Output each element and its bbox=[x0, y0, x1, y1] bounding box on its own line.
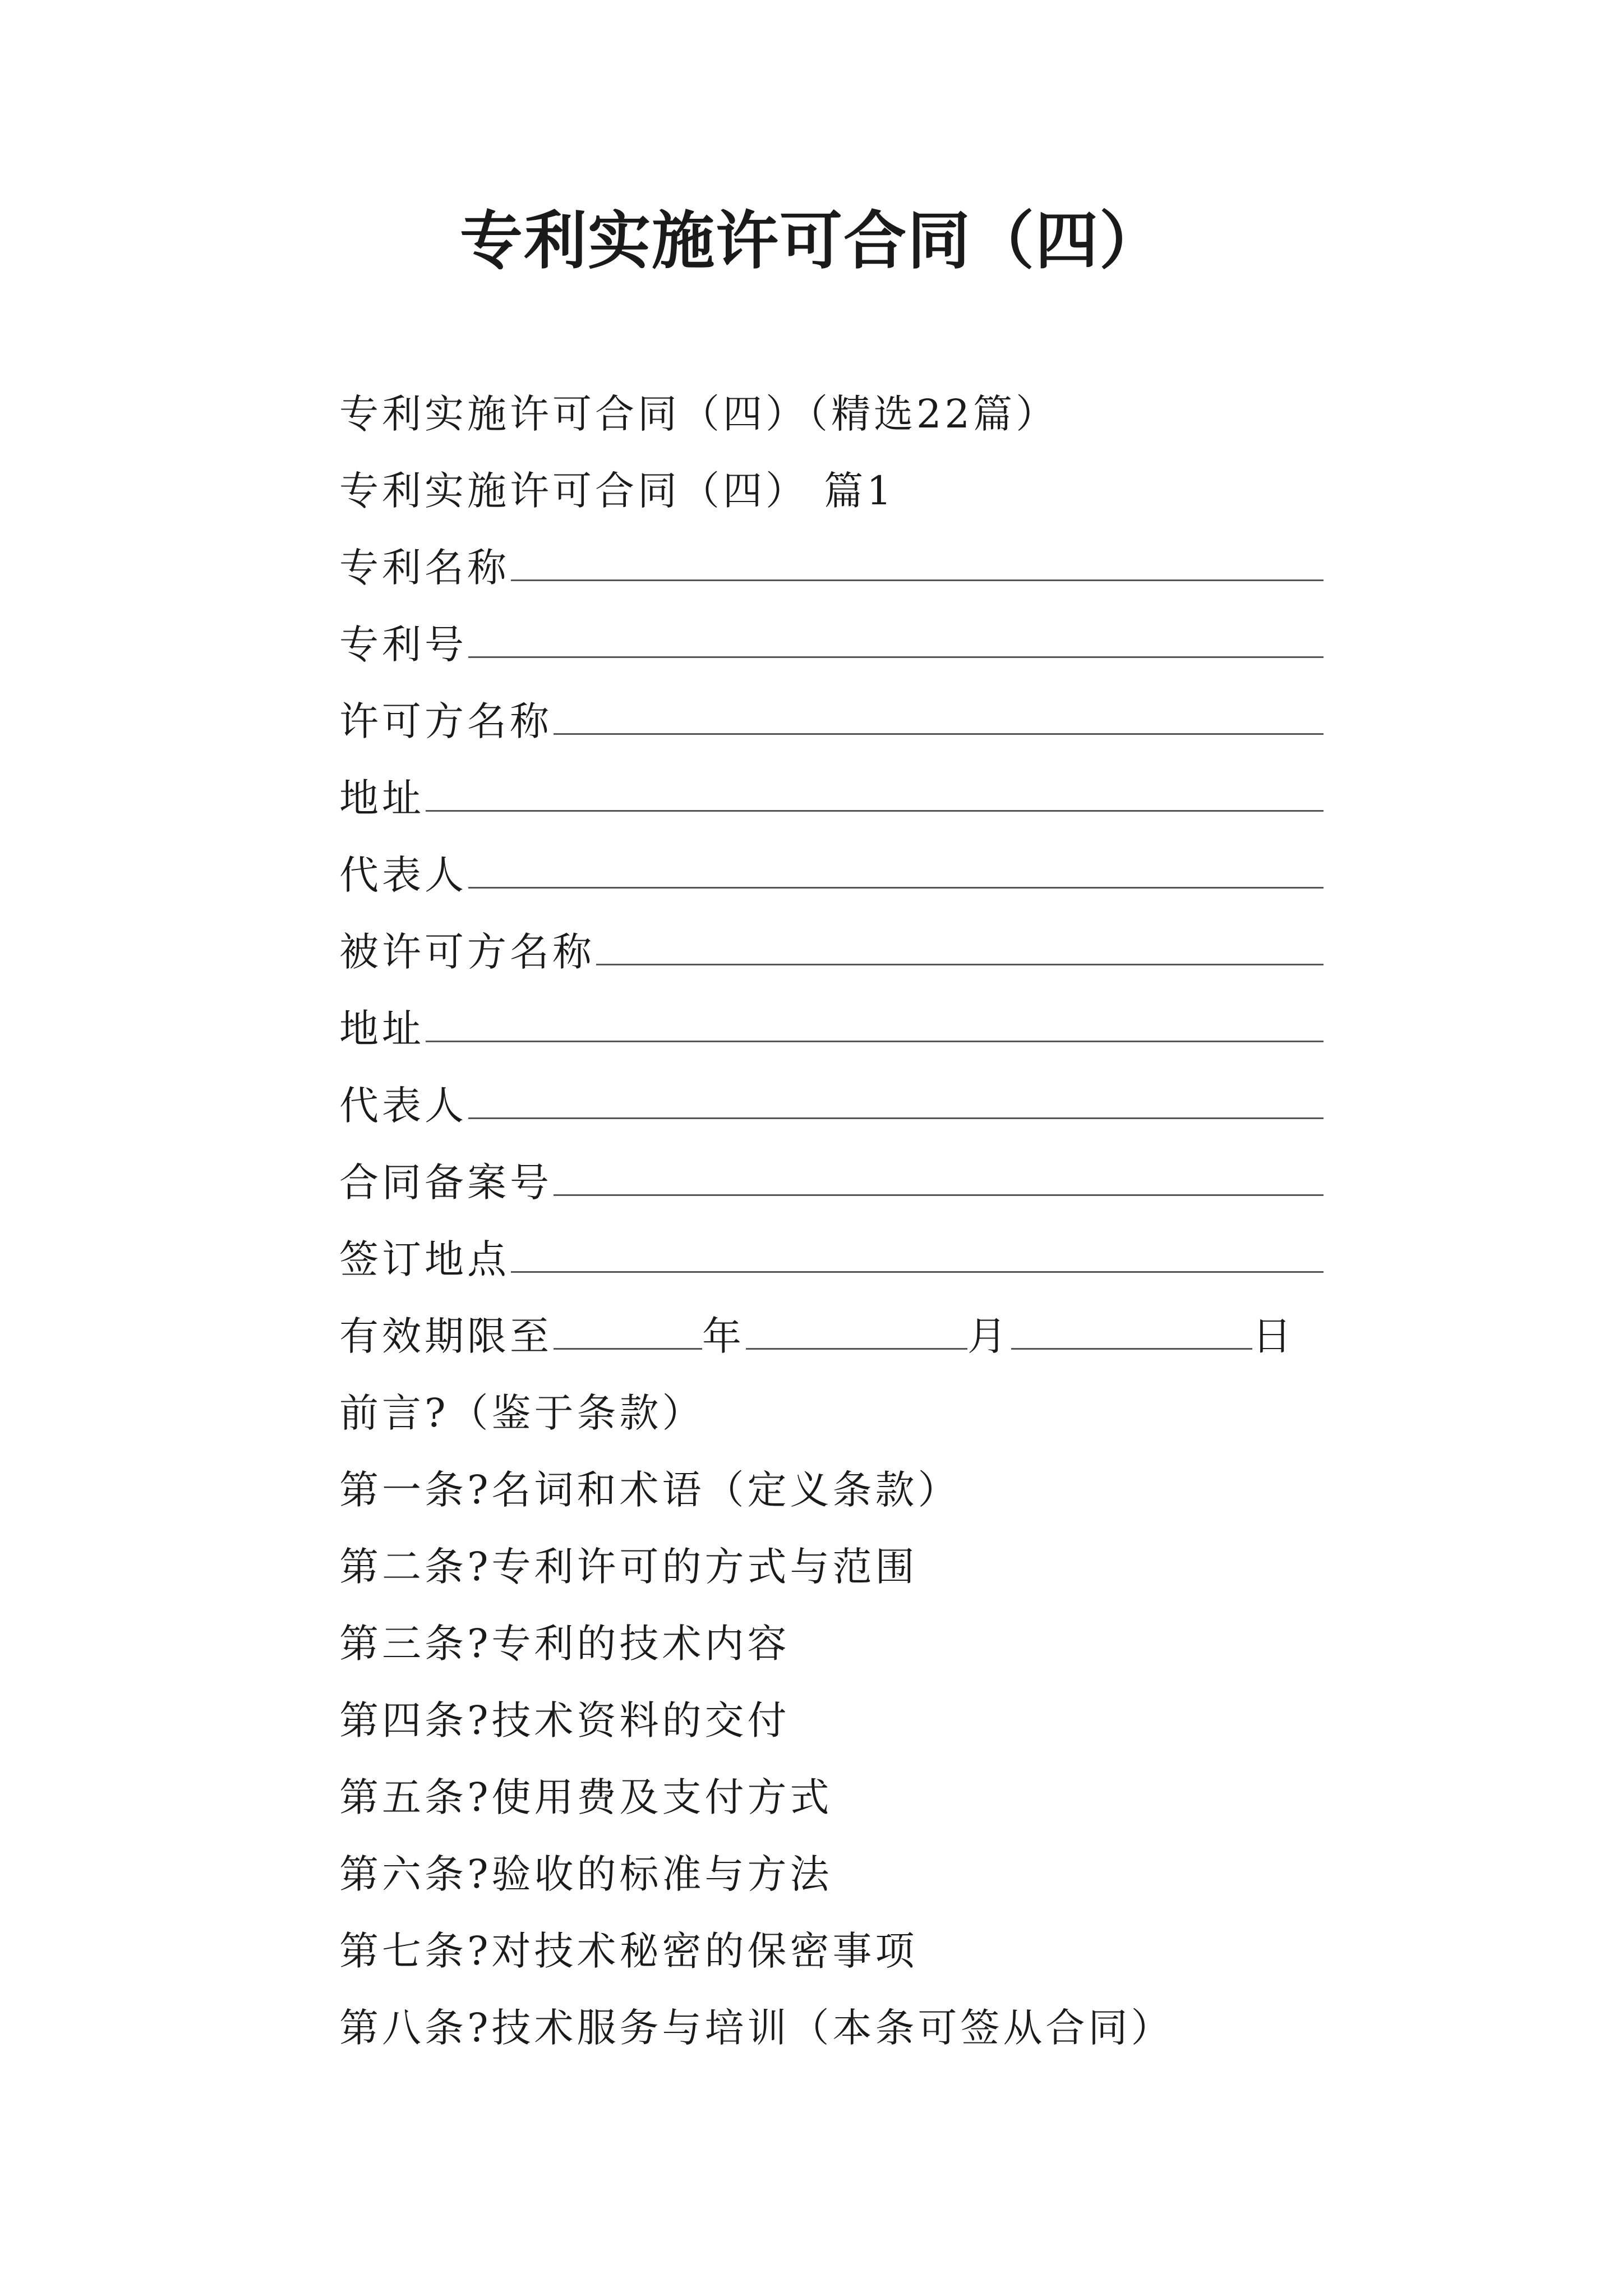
field-label: 代表人 bbox=[339, 852, 467, 898]
field-label: 专利号 bbox=[339, 622, 467, 668]
field-label: 许可方名称 bbox=[339, 698, 552, 744]
blank-month bbox=[746, 1305, 967, 1350]
blank-line bbox=[554, 1152, 1324, 1196]
blank-line bbox=[596, 921, 1324, 965]
field-label: 地址 bbox=[339, 775, 425, 821]
clause-1: 第一条?名词和术语（定义条款） bbox=[339, 1467, 961, 1513]
field-licensee-name bbox=[339, 914, 1324, 991]
blank-line bbox=[468, 844, 1324, 889]
document-subtitle: 专利实施许可合同（四）（精选22篇） bbox=[339, 391, 1059, 437]
field-contract-filing-number bbox=[339, 1144, 1324, 1221]
field-patent-number bbox=[339, 606, 1324, 683]
field-licensee-address bbox=[339, 991, 1324, 1068]
document-title: 专利实施许可合同（四） bbox=[460, 204, 1163, 278]
clause-preamble: 前言?（鉴于条款） bbox=[339, 1390, 705, 1436]
clause-6: 第六条?验收的标准与方法 bbox=[339, 1851, 833, 1897]
field-label: 被许可方名称 bbox=[339, 929, 595, 975]
field-licensor-name bbox=[339, 683, 1324, 760]
clause-8: 第八条?技术服务与培训（本条可签从合同） bbox=[339, 2005, 1174, 2051]
field-patent-name bbox=[339, 530, 1324, 606]
blank-day bbox=[1011, 1305, 1252, 1350]
field-label: 签订地点 bbox=[339, 1236, 510, 1282]
blank-line bbox=[554, 691, 1324, 735]
clause-7: 第七条?对技术秘密的保密事项 bbox=[339, 1928, 918, 1974]
field-licensor-representative bbox=[339, 837, 1324, 914]
clause-5: 第五条?使用费及支付方式 bbox=[339, 1774, 833, 1820]
day-label: 日 bbox=[1252, 1313, 1295, 1359]
blank-line bbox=[426, 998, 1324, 1042]
clause-3: 第三条?专利的技术内容 bbox=[339, 1621, 790, 1667]
blank-year bbox=[554, 1305, 702, 1350]
blank-line bbox=[511, 1228, 1324, 1273]
field-label: 专利名称 bbox=[339, 545, 510, 591]
year-label: 年 bbox=[702, 1313, 745, 1359]
validity-prefix: 有效期限至 bbox=[339, 1313, 552, 1359]
month-label: 月 bbox=[967, 1313, 1010, 1359]
blank-line bbox=[426, 767, 1324, 812]
blank-line bbox=[511, 537, 1324, 581]
clause-2: 第二条?专利许可的方式与范围 bbox=[339, 1544, 918, 1590]
field-label: 代表人 bbox=[339, 1083, 467, 1129]
field-validity-date bbox=[339, 1298, 1324, 1375]
field-licensor-address bbox=[339, 760, 1324, 837]
field-licensee-representative bbox=[339, 1068, 1324, 1144]
blank-line bbox=[468, 614, 1324, 658]
clause-4: 第四条?技术资料的交付 bbox=[339, 1697, 790, 1743]
document-body bbox=[339, 376, 1324, 2067]
blank-line bbox=[468, 1075, 1324, 1119]
section-heading: 专利实施许可合同（四） 篇1 bbox=[339, 468, 895, 514]
field-label: 合同备案号 bbox=[339, 1159, 552, 1205]
field-label: 地址 bbox=[339, 1006, 425, 1052]
field-signing-place bbox=[339, 1221, 1324, 1298]
